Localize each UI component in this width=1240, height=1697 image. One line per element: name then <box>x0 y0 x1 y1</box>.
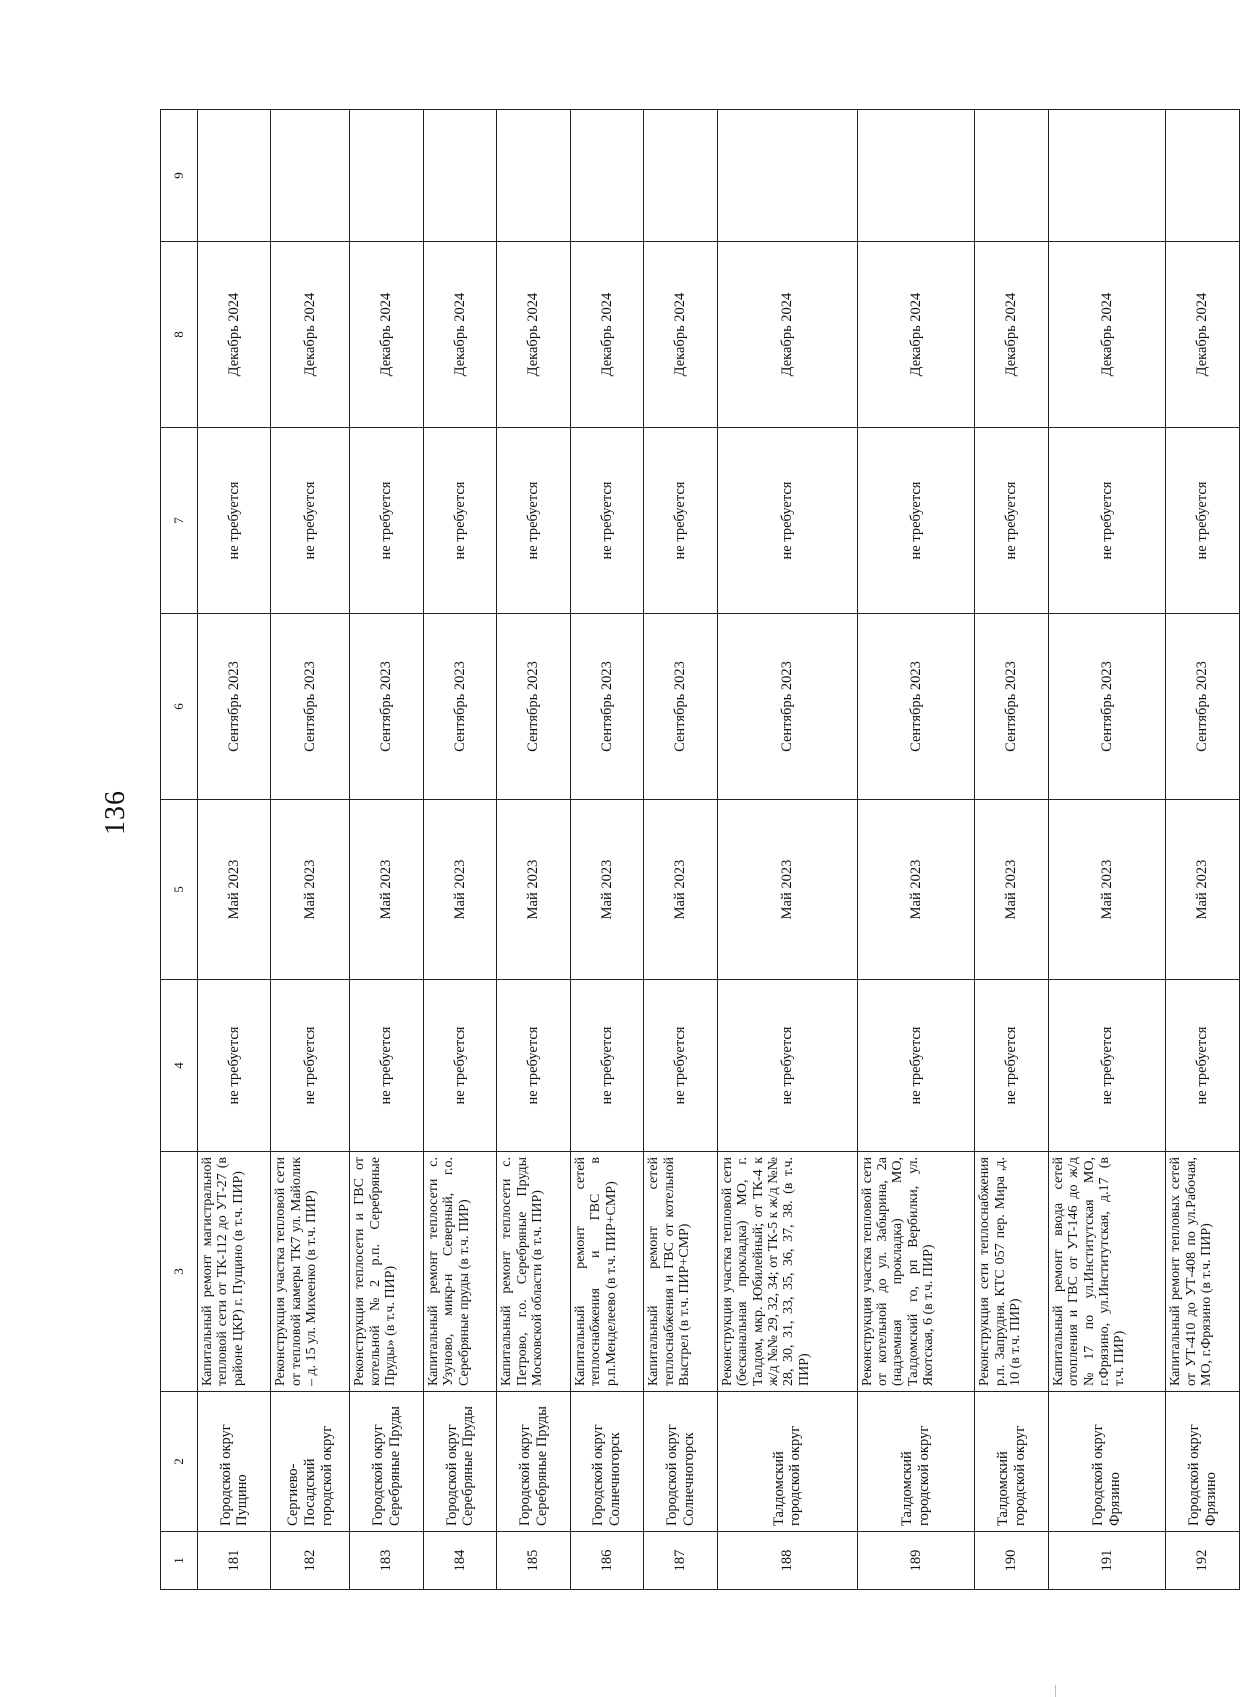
municipality-cell: Талдомский городской округ <box>975 1392 1048 1532</box>
col8-cell: Декабрь 2024 <box>198 242 271 428</box>
description-cell: Капитальный ремонт теплосети с. Узуново, микр-н Северный, г.о. Серебряные пруды (в т.ч. ПИР) <box>423 1152 496 1392</box>
col6-cell: Сентябрь 2023 <box>1048 614 1166 800</box>
col9-cell <box>644 110 717 242</box>
municipality-cell: Городской округ Серебряные Пруды <box>423 1392 496 1532</box>
column-number: 8 <box>161 242 198 428</box>
municipality-cell: Городской округ Серебряные Пруды <box>350 1392 423 1532</box>
column-number: 2 <box>161 1392 198 1532</box>
table-row <box>497 110 570 1590</box>
municipality-cell: Талдомский городской округ <box>857 1392 975 1532</box>
table-row <box>423 110 496 1590</box>
municipality-cell: Городской округ Пущино <box>198 1392 271 1532</box>
col6-cell: Сентябрь 2023 <box>423 614 496 800</box>
col7-cell: не требуется <box>717 428 857 614</box>
column-number: 4 <box>161 980 198 1152</box>
description-cell: Капитальный ремонт сетей теплоснабжения и ГВС в р.п.Менделеево (в т.ч. ПИР+СМР) <box>570 1152 643 1392</box>
col4-cell: не требуется <box>350 980 423 1152</box>
description-cell: Капитальный ремонт магистральной тепловой сети от ТК-112 до УТ-27 (в районе ЦКР) г. Пущино (в т.ч. ПИР) <box>198 1152 271 1392</box>
col6-cell: Сентябрь 2023 <box>497 614 570 800</box>
description-cell: Реконструкция сети теплоснабжения р.п. Запрудня. КТС 057 пер. Мира ,д. 10 (в т.ч. ПИР) <box>975 1152 1048 1392</box>
col7-cell: не требуется <box>975 428 1048 614</box>
table-row <box>198 110 271 1590</box>
col6-cell: Сентябрь 2023 <box>975 614 1048 800</box>
scan-mark <box>1055 1685 1056 1697</box>
col5-cell: Май 2023 <box>423 800 496 980</box>
col7-cell: не требуется <box>1166 428 1240 614</box>
row-number: 190 <box>975 1532 1048 1590</box>
col4-cell: не требуется <box>570 980 643 1152</box>
row-number: 191 <box>1048 1532 1166 1590</box>
row-number: 181 <box>198 1532 271 1590</box>
col4-cell: не требуется <box>1048 980 1166 1152</box>
col7-cell: не требуется <box>497 428 570 614</box>
col5-cell: Май 2023 <box>271 800 350 980</box>
column-number: 9 <box>161 110 198 242</box>
col9-cell <box>717 110 857 242</box>
col8-cell: Декабрь 2024 <box>271 242 350 428</box>
col5-cell: Май 2023 <box>1048 800 1166 980</box>
col4-cell: не требуется <box>271 980 350 1152</box>
col8-cell: Декабрь 2024 <box>497 242 570 428</box>
col4-cell: не требуется <box>497 980 570 1152</box>
col8-cell: Декабрь 2024 <box>717 242 857 428</box>
col9-cell <box>570 110 643 242</box>
municipality-cell: Талдомский городской округ <box>717 1392 857 1532</box>
col8-cell: Декабрь 2024 <box>975 242 1048 428</box>
col6-cell: Сентябрь 2023 <box>857 614 975 800</box>
table-body <box>198 110 1240 1590</box>
col9-cell <box>975 110 1048 242</box>
row-number: 186 <box>570 1532 643 1590</box>
row-number: 189 <box>857 1532 975 1590</box>
col5-cell: Май 2023 <box>350 800 423 980</box>
col4-cell: не требуется <box>1166 980 1240 1152</box>
table-row <box>717 110 857 1590</box>
description-cell: Капитальный ремонт ввода сетей отопления и ГВС от УТ-146 до ж/д №17 по ул.Институтская МО, г.Фрязино, ул.Институтская, д.17 (в т.ч. ПИР) <box>1048 1152 1166 1392</box>
col9-cell <box>1048 110 1166 242</box>
description-cell: Капитальный ремонт сетей теплоснабжения и ГВС от котельной Выстрел (в т.ч. ПИР+СМР) <box>644 1152 717 1392</box>
col5-cell: Май 2023 <box>570 800 643 980</box>
col4-cell: не требуется <box>423 980 496 1152</box>
col6-cell: Сентябрь 2023 <box>350 614 423 800</box>
col8-cell: Декабрь 2024 <box>1048 242 1166 428</box>
col7-cell: не требуется <box>570 428 643 614</box>
row-number: 187 <box>644 1532 717 1590</box>
col5-cell: Май 2023 <box>975 800 1048 980</box>
table-row <box>1166 110 1240 1590</box>
col5-cell: Май 2023 <box>857 800 975 980</box>
schedule-table <box>160 109 1240 1590</box>
table-row <box>975 110 1048 1590</box>
col4-cell: не требуется <box>644 980 717 1152</box>
column-number: 3 <box>161 1152 198 1392</box>
row-number: 185 <box>497 1532 570 1590</box>
col4-cell: не требуется <box>717 980 857 1152</box>
col6-cell: Сентябрь 2023 <box>644 614 717 800</box>
description-cell: Капитальный ремонт тепловых сетей от УТ-410 до УТ-408 по ул.Рабочая, МО, г.Фрязино (в т.ч. ПИР) <box>1166 1152 1240 1392</box>
column-number: 5 <box>161 800 198 980</box>
table-row <box>570 110 643 1590</box>
description-cell: Реконструкция теплосети и ГВС от котельной №2 р.п. Серебряные Пруды» (в т.ч. ПИР) <box>350 1152 423 1392</box>
row-number: 182 <box>271 1532 350 1590</box>
column-number: 1 <box>161 1532 198 1590</box>
col9-cell <box>198 110 271 242</box>
col9-cell <box>1166 110 1240 242</box>
col6-cell: Сентябрь 2023 <box>1166 614 1240 800</box>
col9-cell <box>857 110 975 242</box>
col8-cell: Декабрь 2024 <box>350 242 423 428</box>
col8-cell: Декабрь 2024 <box>644 242 717 428</box>
column-number: 6 <box>161 614 198 800</box>
col4-cell: не требуется <box>975 980 1048 1152</box>
col7-cell: не требуется <box>271 428 350 614</box>
description-cell: Реконструкция участка тепловой сети от тепловой камеры ТК7 ул. Майолик – д. 15 ул. Михеенко (в т.ч. ПИР) <box>271 1152 350 1392</box>
municipality-cell: Городской округ Фрязино <box>1048 1392 1166 1532</box>
col7-cell: не требуется <box>857 428 975 614</box>
description-cell: Капитальный ремонт теплосети с. Петрово, г.о. Серебряные Пруды Московской области (в т.ч. ПИР) <box>497 1152 570 1392</box>
municipality-cell: Городской округ Серебряные Пруды <box>497 1392 570 1532</box>
row-number: 184 <box>423 1532 496 1590</box>
col6-cell: Сентябрь 2023 <box>271 614 350 800</box>
col4-cell: не требуется <box>198 980 271 1152</box>
col9-cell <box>271 110 350 242</box>
column-number: 7 <box>161 428 198 614</box>
col4-cell: не требуется <box>857 980 975 1152</box>
column-number-row <box>161 110 198 1590</box>
col7-cell: не требуется <box>644 428 717 614</box>
page-number: 136 <box>100 790 131 835</box>
col6-cell: Сентябрь 2023 <box>717 614 857 800</box>
municipality-cell: Городской округ Фрязино <box>1166 1392 1240 1532</box>
col7-cell: не требуется <box>350 428 423 614</box>
col7-cell: не требуется <box>423 428 496 614</box>
col9-cell <box>497 110 570 242</box>
row-number: 188 <box>717 1532 857 1590</box>
col6-cell: Сентябрь 2023 <box>198 614 271 800</box>
col5-cell: Май 2023 <box>1166 800 1240 980</box>
municipality-cell: Сергиево-Посадский городской округ <box>271 1392 350 1532</box>
col8-cell: Декабрь 2024 <box>570 242 643 428</box>
table-row <box>644 110 717 1590</box>
col5-cell: Май 2023 <box>198 800 271 980</box>
table-row <box>857 110 975 1590</box>
rotated-table-frame <box>160 110 1240 1590</box>
col9-cell <box>350 110 423 242</box>
table-row <box>1048 110 1166 1590</box>
col9-cell <box>423 110 496 242</box>
col5-cell: Май 2023 <box>497 800 570 980</box>
municipality-cell: Городской округ Солнечногорск <box>570 1392 643 1532</box>
description-cell: Реконструкция участка тепловой сети от котельной до ул. Забырина, 2а (надземная прокладка) МО, Талдомский го, рп Вербилки, ул. Якотская, 6 (в т.ч. ПИР) <box>857 1152 975 1392</box>
description-cell: Реконструкция участка тепловой сети (бесканальная прокладка) МО, г. Талдом, мкр. Юбилейный; от ТК-4 к ж/д №№ 29, 32, 34; от ТК-5 к ж/д №№ 28, 30, 31, 33, 35, 36, 37, 38. (в т.ч. ПИР) <box>717 1152 857 1392</box>
col7-cell: не требуется <box>1048 428 1166 614</box>
row-number: 183 <box>350 1532 423 1590</box>
col8-cell: Декабрь 2024 <box>1166 242 1240 428</box>
col8-cell: Декабрь 2024 <box>423 242 496 428</box>
row-number: 192 <box>1166 1532 1240 1590</box>
col5-cell: Май 2023 <box>717 800 857 980</box>
municipality-cell: Городской округ Солнечногорск <box>644 1392 717 1532</box>
col8-cell: Декабрь 2024 <box>857 242 975 428</box>
table-row <box>350 110 423 1590</box>
col7-cell: не требуется <box>198 428 271 614</box>
table-row <box>271 110 350 1590</box>
col5-cell: Май 2023 <box>644 800 717 980</box>
col6-cell: Сентябрь 2023 <box>570 614 643 800</box>
